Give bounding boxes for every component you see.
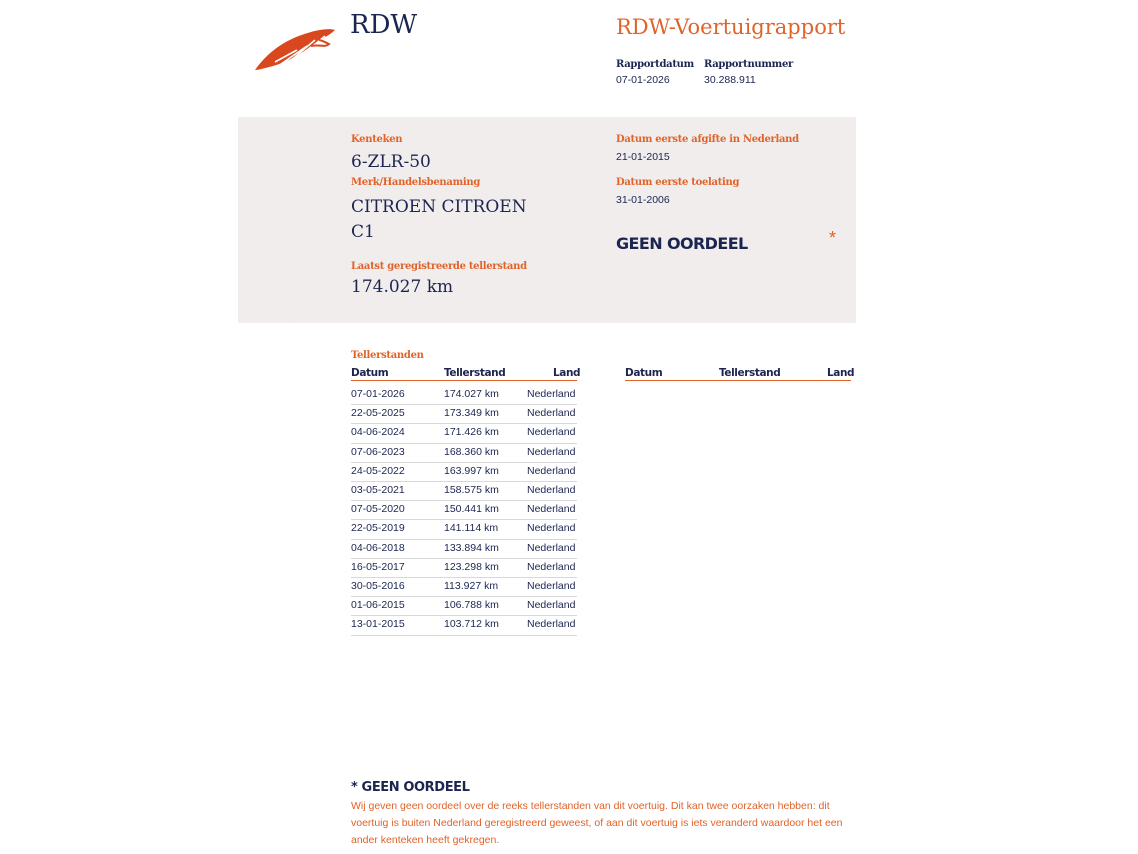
col2-odometer-header: Tellerstand (719, 367, 781, 379)
row-divider (351, 596, 577, 597)
row-divider (351, 443, 577, 444)
col-country-header: Land (553, 367, 581, 379)
report-title: RDW-Voertuigrapport (616, 15, 846, 39)
row-odometer: 174.027 km (444, 388, 499, 400)
row-divider (351, 519, 577, 520)
row-date: 01-06-2015 (351, 599, 405, 612)
report-number-label: Rapportnummer (704, 59, 793, 70)
row-odometer: 171.426 km (444, 426, 499, 439)
odometer-value: 174.027 km (351, 277, 454, 297)
row-country: Nederland (527, 580, 576, 592)
table-row (351, 522, 577, 541)
table-header-rule (351, 380, 577, 381)
row-date: 07-06-2023 (351, 445, 405, 458)
row-date: 22-05-2019 (351, 522, 405, 535)
row-country: Nederland (527, 560, 576, 573)
footnote-heading: GEEN OORDEEL (361, 780, 470, 795)
first-admission-date: 31-01-2006 (616, 194, 670, 206)
row-divider (351, 481, 577, 482)
table-row (351, 465, 577, 484)
table-row (351, 388, 577, 407)
model-name: C1 (351, 222, 375, 242)
row-date: 04-06-2024 (351, 426, 405, 439)
row-divider (351, 615, 577, 616)
license-plate: 6-ZLR-50 (351, 152, 431, 172)
rdw-logo (253, 26, 337, 72)
footnote-line-3: ander kenteken heeft gekregen. (351, 834, 500, 846)
plate-label: Kenteken (351, 134, 403, 145)
row-country: Nederland (527, 522, 576, 535)
row-date: 03-05-2021 (351, 484, 405, 496)
row-divider (351, 423, 577, 424)
panel-tab-shape (238, 308, 308, 324)
row-date: 24-05-2022 (351, 464, 405, 477)
col2-country-header: Land (827, 367, 855, 379)
row-country: Nederland (527, 618, 576, 631)
col2-date-header: Datum (625, 367, 663, 379)
vehicle-summary-panel (238, 117, 856, 323)
row-divider (351, 577, 577, 578)
table-row (351, 618, 577, 637)
row-date: 16-05-2017 (351, 560, 405, 573)
row-odometer: 133.894 km (444, 541, 499, 554)
row-country: Nederland (527, 484, 576, 496)
row-country: Nederland (527, 503, 576, 516)
row-odometer: 173.349 km (444, 407, 499, 420)
row-date: 13-01-2015 (351, 618, 405, 631)
table-row (351, 446, 577, 465)
report-date-label: Rapportdatum (616, 59, 694, 70)
table-row (351, 599, 577, 618)
table-row (351, 503, 577, 522)
row-date: 04-06-2018 (351, 541, 405, 554)
report-number: 30.288.911 (704, 74, 756, 86)
row-country: Nederland (527, 388, 576, 400)
row-divider (351, 539, 577, 540)
row-odometer: 150.441 km (444, 503, 499, 516)
footnote-marker: * (351, 780, 358, 795)
row-odometer: 103.712 km (444, 618, 499, 631)
make-name: CITROEN CITROEN (351, 197, 527, 217)
first-nl-date: 21-01-2015 (616, 151, 670, 163)
table-row (351, 542, 577, 561)
table2-header-rule (625, 380, 851, 381)
make-label: Merk/Handelsbenaming (351, 177, 481, 188)
table-row (351, 580, 577, 599)
row-date: 30-05-2016 (351, 580, 405, 592)
odometer-label: Laatst geregistreerde tellerstand (351, 261, 527, 272)
col-odometer-header: Tellerstand (444, 367, 506, 379)
row-odometer: 163.997 km (444, 464, 499, 477)
first-admission-label: Datum eerste toelating (616, 177, 740, 188)
row-odometer: 158.575 km (444, 484, 499, 496)
col-date-header: Datum (351, 367, 389, 379)
row-country: Nederland (527, 541, 576, 554)
first-nl-label: Datum eerste afgifte in Nederland (616, 134, 799, 145)
row-divider (351, 462, 577, 463)
row-country: Nederland (527, 426, 576, 439)
row-odometer: 123.298 km (444, 560, 499, 573)
row-divider (351, 558, 577, 559)
verdict-marker: * (829, 228, 837, 248)
row-date: 07-01-2026 (351, 388, 405, 400)
footnote-line-1: Wij geven geen oordeel over de reeks tellerstanden van dit voertuig. Dit kan twee oorzaken hebben: dit (351, 800, 830, 812)
row-divider (351, 404, 577, 405)
brand-name: RDW (350, 10, 418, 40)
table-row (351, 407, 577, 426)
row-date: 07-05-2020 (351, 503, 405, 516)
row-odometer: 141.114 km (444, 522, 499, 535)
row-country: Nederland (527, 599, 576, 612)
row-divider (351, 500, 577, 501)
row-date: 22-05-2025 (351, 407, 405, 420)
footnote-title (351, 780, 470, 795)
verdict: GEEN OORDEEL (616, 234, 748, 253)
table-row (351, 484, 577, 503)
row-odometer: 113.927 km (444, 580, 499, 592)
row-divider (351, 635, 577, 636)
row-country: Nederland (527, 445, 576, 458)
odometer-table-title: Tellerstanden (351, 350, 424, 361)
footnote-line-2: voertuig is buiten Nederland geregistreerd geweest, of aan dit voertuig is iets veranderd waardoor het een (351, 817, 843, 829)
report-date: 07-01-2026 (616, 74, 670, 86)
table-row (351, 561, 577, 580)
row-country: Nederland (527, 464, 576, 477)
row-odometer: 106.788 km (444, 599, 499, 612)
table-row (351, 426, 577, 445)
row-country: Nederland (527, 407, 576, 420)
row-odometer: 168.360 km (444, 445, 499, 458)
